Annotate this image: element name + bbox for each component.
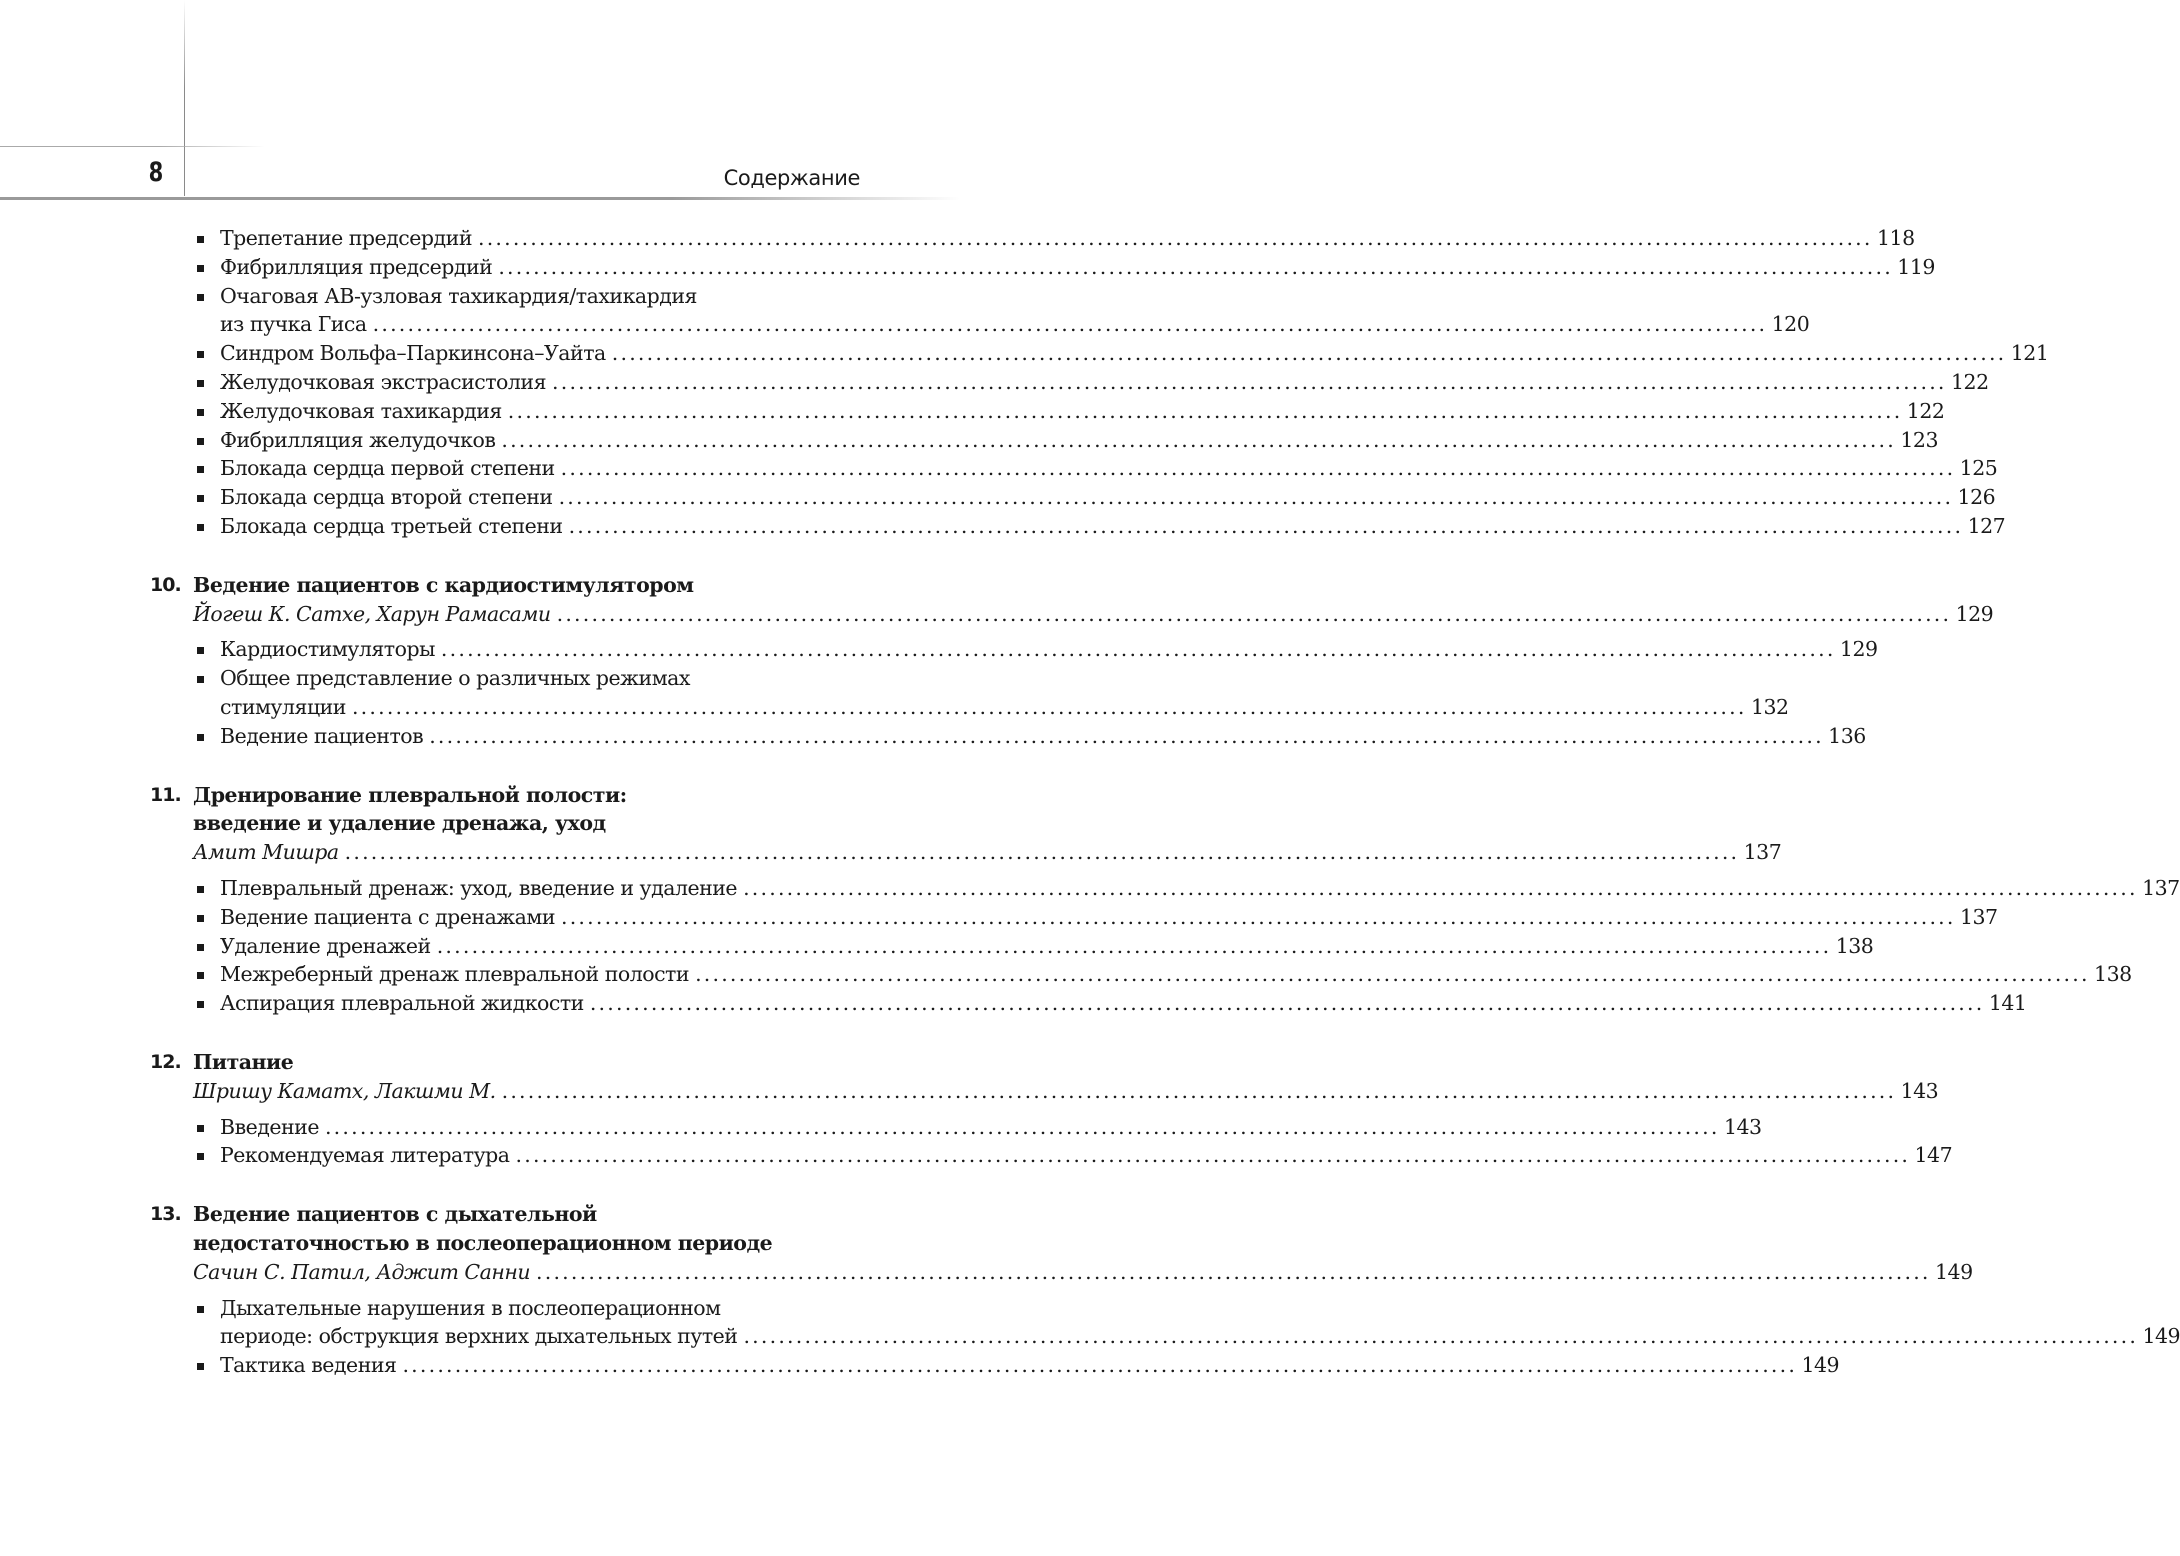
dot-leader: ................................................................................................................................................................ bbox=[478, 226, 1873, 250]
running-head: Содержание bbox=[723, 166, 860, 190]
toc-entry bbox=[150, 903, 1998, 932]
chapter-authors bbox=[150, 838, 1782, 867]
entry-title: Желудочковая тахикардия bbox=[220, 398, 502, 423]
toc-entry bbox=[150, 339, 2049, 368]
entry-title: Аспирация плевральной жидкости bbox=[220, 991, 584, 1016]
chapter-number: 10. bbox=[150, 573, 181, 596]
entry-page-number: 123 bbox=[1900, 427, 1938, 452]
bullet-icon bbox=[197, 265, 204, 272]
entry-page-number: 120 bbox=[1771, 312, 1810, 337]
toc-entry-continuation bbox=[150, 693, 1789, 722]
dot-leader: ................................................................................................................................................................ bbox=[568, 513, 1964, 538]
entry-title: Очаговая АВ-узловая тахикардия/тахикардия bbox=[220, 283, 697, 308]
chapter-authors bbox=[150, 1258, 1973, 1287]
bullet-icon bbox=[197, 972, 204, 979]
bullet-icon bbox=[197, 944, 204, 951]
dot-leader: ................................................................................................................................................................ bbox=[695, 962, 2090, 987]
dot-leader: ................................................................................................................................................................ bbox=[372, 312, 1768, 337]
toc-entry bbox=[150, 512, 2006, 541]
bullet-icon bbox=[197, 1153, 204, 1160]
toc-entry bbox=[150, 253, 1935, 282]
entry-page-number: 132 bbox=[1750, 694, 1789, 719]
dot-leader: ................................................................................................................................................................ bbox=[440, 637, 1836, 662]
dot-leader: ................................................................................................................................................................ bbox=[552, 369, 1947, 394]
dot-leader: ................................................................................................................................................................ bbox=[560, 456, 1956, 481]
chapter-title: Ведение пациентов с кардиостимулятором bbox=[193, 572, 694, 597]
entry-title: Ведение пациентов bbox=[220, 723, 424, 748]
chapter-title-line bbox=[150, 781, 858, 810]
dot-leader: ................................................................................................................................................................ bbox=[402, 1353, 1798, 1378]
entry-page-number: 138 bbox=[1835, 933, 1874, 958]
entry-page-number: 122 bbox=[1951, 369, 1989, 394]
toc-entry bbox=[150, 483, 1996, 512]
bullet-icon bbox=[197, 1125, 204, 1132]
dot-leader: ................................................................................................................................................................ bbox=[611, 341, 2007, 366]
chapter-title: Дренирование плевральной полости: bbox=[193, 782, 627, 807]
toc-entry bbox=[150, 426, 1938, 455]
entry-title: Желудочковая экстрасистолия bbox=[220, 369, 547, 394]
dot-leader: ................................................................................................................................................................ bbox=[501, 1078, 1897, 1103]
bullet-icon bbox=[197, 1001, 204, 1008]
entry-title: стимуляции bbox=[220, 694, 346, 719]
bullet-icon bbox=[197, 1306, 204, 1313]
dot-leader: ................................................................................................................................................................ bbox=[351, 694, 1747, 719]
bullet-icon bbox=[197, 676, 204, 683]
entry-page-number: 143 bbox=[1900, 1078, 1939, 1103]
entry-title: Блокада сердца третьей степени bbox=[220, 513, 563, 538]
toc-entry bbox=[150, 397, 1945, 426]
toc-entry bbox=[150, 1113, 1762, 1142]
entry-page-number: 141 bbox=[1988, 991, 2027, 1016]
toc-entry bbox=[150, 1351, 1840, 1380]
chapter-spacer bbox=[150, 1018, 858, 1048]
dot-leader: ................................................................................................................................................................ bbox=[324, 1114, 1720, 1139]
chapter-authors bbox=[150, 1077, 1939, 1106]
authors-spacer bbox=[150, 1287, 858, 1294]
toc-entry-continuation bbox=[150, 310, 1810, 339]
entry-page-number: 149 bbox=[2142, 1324, 2180, 1349]
dot-leader: ................................................................................................................................................................ bbox=[436, 933, 1832, 958]
entry-title: Шришу Каматх, Лакшми М. bbox=[193, 1078, 496, 1103]
dot-leader: ................................................................................................................................................................ bbox=[344, 840, 1740, 865]
toc-entry bbox=[150, 282, 858, 311]
entry-title: Кардиостимуляторы bbox=[220, 637, 435, 662]
entry-title: Общее представление о различных режимах bbox=[220, 666, 690, 691]
entry-page-number: 127 bbox=[1967, 513, 2006, 538]
entry-title: Амит Мишра bbox=[193, 840, 339, 865]
bullet-icon bbox=[197, 495, 204, 502]
bullet-icon bbox=[197, 915, 204, 922]
chapter-title-line bbox=[150, 809, 858, 838]
bullet-icon bbox=[197, 438, 204, 445]
entry-page-number: 126 bbox=[1957, 485, 1996, 510]
dot-leader: ................................................................................................................................................................ bbox=[743, 875, 2138, 900]
chapter-spacer bbox=[150, 751, 858, 781]
entry-page-number: 149 bbox=[1935, 1259, 1973, 1284]
header-top-rule bbox=[0, 146, 265, 147]
chapter-title: Питание bbox=[193, 1049, 294, 1074]
bullet-icon bbox=[197, 236, 204, 243]
entry-title: периоде: обструкция верхних дыхательных путей bbox=[220, 1324, 738, 1349]
entry-title: из пучка Гиса bbox=[220, 312, 367, 337]
chapter-authors bbox=[150, 600, 1994, 629]
authors-spacer bbox=[150, 628, 858, 635]
dot-leader: ................................................................................................................................................................ bbox=[429, 723, 1824, 748]
bullet-icon bbox=[197, 409, 204, 416]
dot-leader: ................................................................................................................................................................ bbox=[558, 485, 1954, 510]
bullet-icon bbox=[197, 1363, 204, 1370]
entry-page-number: 129 bbox=[1839, 637, 1878, 662]
toc-entry bbox=[150, 989, 2027, 1018]
entry-page-number: 119 bbox=[1897, 254, 1935, 279]
dot-leader: ................................................................................................................................................................ bbox=[556, 601, 1952, 626]
toc-entry bbox=[150, 874, 2180, 903]
entry-title: Дыхательные нарушения в послеоперационном bbox=[220, 1295, 721, 1320]
chapter-number: 13. bbox=[150, 1203, 181, 1226]
entry-title: Ведение пациента с дренажами bbox=[220, 904, 555, 929]
toc-entry bbox=[150, 635, 1878, 664]
entry-title: Введение bbox=[220, 1114, 319, 1139]
toc-entry bbox=[150, 722, 1866, 751]
table-of-contents bbox=[150, 224, 2180, 1380]
chapter-title-line bbox=[150, 1229, 858, 1258]
bullet-icon bbox=[197, 524, 204, 531]
chapter-title: Ведение пациентов с дыхательной bbox=[193, 1202, 597, 1227]
entry-page-number: 137 bbox=[1959, 904, 1998, 929]
chapter-title: введение и удаление дренажа, уход bbox=[193, 811, 606, 836]
toc-entry bbox=[150, 960, 2132, 989]
entry-title: Межреберный дренаж плевральной полости bbox=[220, 962, 690, 987]
entry-page-number: 122 bbox=[1906, 398, 1945, 423]
dot-leader: ................................................................................................................................................................ bbox=[501, 427, 1896, 452]
entry-page-number: 121 bbox=[2010, 341, 2049, 366]
bullet-icon bbox=[197, 886, 204, 893]
entry-page-number: 136 bbox=[1828, 723, 1866, 748]
toc-entry bbox=[150, 1141, 1953, 1170]
bullet-icon bbox=[197, 380, 204, 387]
entry-title: Блокада сердца второй степени bbox=[220, 485, 553, 510]
chapter-number: 11. bbox=[150, 783, 181, 806]
entry-title: Синдром Вольфа–Паркинсона–Уайта bbox=[220, 341, 606, 366]
bullet-icon bbox=[197, 647, 204, 654]
entry-title: Сачин С. Патил, Аджит Санни bbox=[193, 1259, 531, 1284]
authors-spacer bbox=[150, 1106, 858, 1113]
entry-page-number: 118 bbox=[1876, 226, 1915, 250]
dot-leader: ................................................................................................................................................................ bbox=[560, 904, 1956, 929]
dot-leader: ................................................................................................................................................................ bbox=[498, 254, 1893, 279]
authors-spacer bbox=[150, 867, 858, 874]
entry-title: Рекомендуемая литература bbox=[220, 1143, 510, 1168]
entry-title: Фибрилляция желудочков bbox=[220, 427, 496, 452]
entry-page-number: 137 bbox=[2142, 875, 2180, 900]
page-number: 8 bbox=[148, 157, 164, 188]
chapter-title-line bbox=[150, 1048, 858, 1077]
chapter-spacer bbox=[150, 541, 858, 571]
entry-title: Плевральный дренаж: уход, введение и удаление bbox=[220, 875, 738, 900]
entry-page-number: 137 bbox=[1743, 840, 1782, 865]
chapter-title: недостаточностью в послеоперационном периоде bbox=[193, 1230, 773, 1255]
chapter-title-line bbox=[150, 1200, 858, 1229]
entry-page-number: 143 bbox=[1723, 1114, 1762, 1139]
entry-title: Удаление дренажей bbox=[220, 933, 431, 958]
dot-leader: ................................................................................................................................................................ bbox=[589, 991, 1985, 1016]
chapter-spacer bbox=[150, 1170, 858, 1200]
bullet-icon bbox=[197, 734, 204, 741]
dot-leader: ................................................................................................................................................................ bbox=[743, 1324, 2139, 1349]
toc-entry bbox=[150, 224, 1915, 253]
chapter-title-line bbox=[150, 571, 858, 600]
toc-entry bbox=[150, 1294, 858, 1323]
dot-leader: ................................................................................................................................................................ bbox=[536, 1259, 1931, 1284]
toc-entry bbox=[150, 454, 1998, 483]
entry-title: Фибрилляция предсердий bbox=[220, 254, 493, 279]
entry-title: Тактика ведения bbox=[220, 1353, 397, 1378]
toc-entry bbox=[150, 368, 1989, 397]
bullet-icon bbox=[197, 294, 204, 301]
entry-page-number: 125 bbox=[1959, 456, 1998, 481]
bullet-icon bbox=[197, 351, 204, 358]
toc-entry bbox=[150, 664, 858, 693]
header-vertical-rule bbox=[184, 0, 185, 196]
chapter-number: 12. bbox=[150, 1050, 181, 1073]
entry-title: Трепетание предсердий bbox=[220, 226, 472, 250]
header-bottom-rule bbox=[0, 197, 960, 200]
entry-page-number: 149 bbox=[1801, 1353, 1840, 1378]
dot-leader: ................................................................................................................................................................ bbox=[507, 398, 1903, 423]
entry-title: Йогеш К. Сатхе, Харун Рамасами bbox=[193, 601, 551, 626]
dot-leader: ................................................................................................................................................................ bbox=[515, 1143, 1911, 1168]
bullet-icon bbox=[197, 466, 204, 473]
entry-page-number: 138 bbox=[2094, 962, 2132, 987]
toc-entry bbox=[150, 932, 1874, 961]
toc-entry-continuation bbox=[150, 1322, 2180, 1351]
entry-page-number: 147 bbox=[1914, 1143, 1953, 1168]
entry-page-number: 129 bbox=[1955, 601, 1994, 626]
entry-title: Блокада сердца первой степени bbox=[220, 456, 555, 481]
